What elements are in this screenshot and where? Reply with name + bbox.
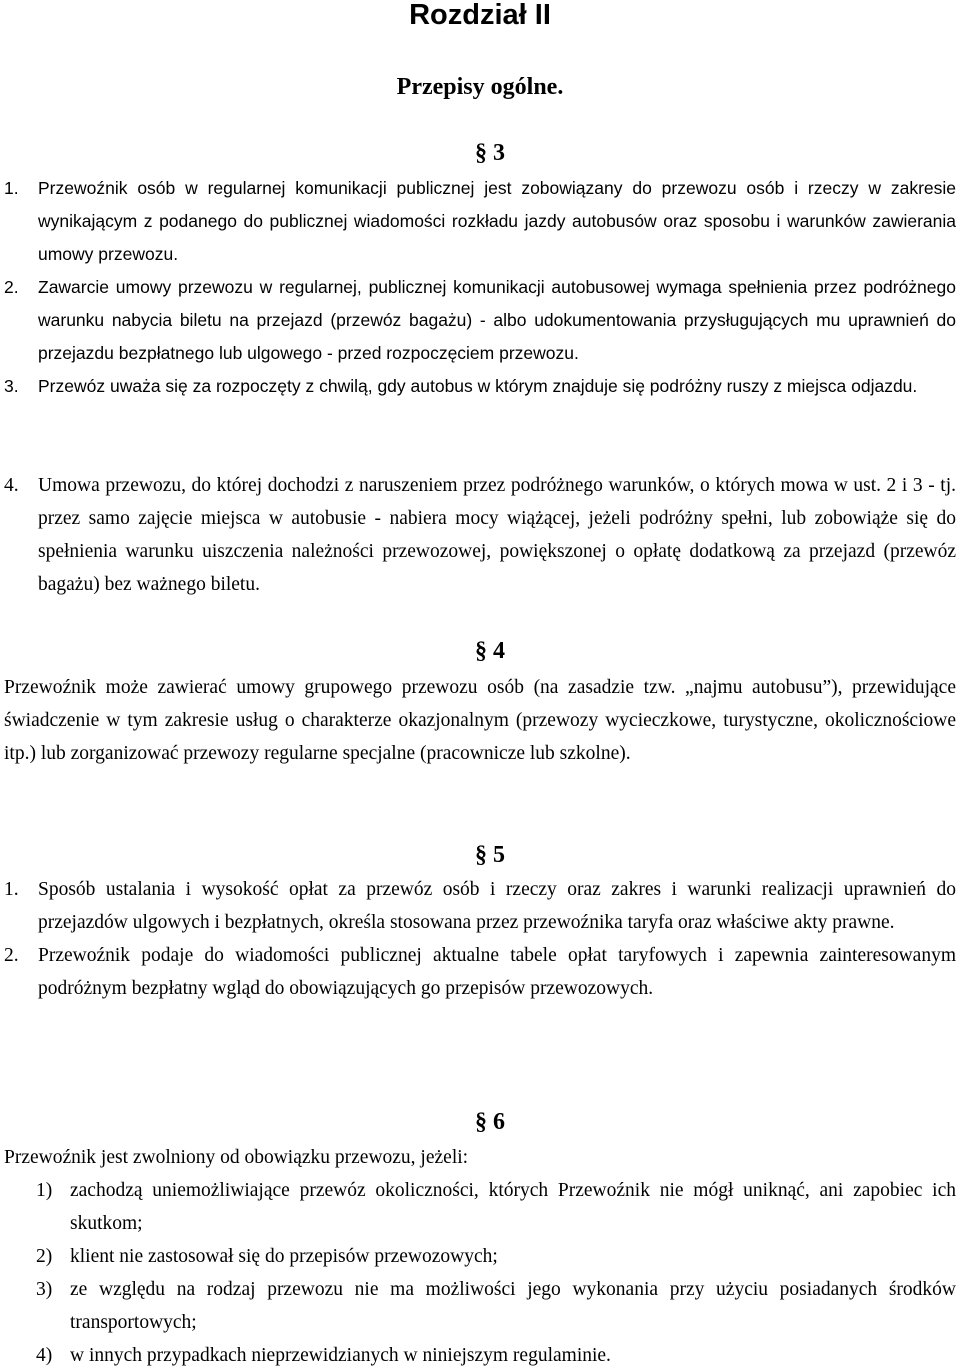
item-text: Przewoźnik podaje do wiadomości publicznej aktualne tabele opłat taryfowych i zapewnia zainteresowanym podróżnym bezpłatny wgląd do obowiązujących go przepisów przewozowych. — [38, 945, 956, 999]
paragraph-6-item-4 — [4, 1339, 956, 1372]
paragraph-6-body — [4, 1141, 956, 1372]
item-number: 1. — [4, 879, 19, 900]
paragraph-4-body: Przewoźnik może zawierać umowy grupowego przewozu osób (na zasadzie tzw. „najmu autobusu”), przewidujące świadczenie w tym zakresie usług o charakterze okazjonalnym (przewozy wycieczkowe, turystyczne, okolicznościowe itp.) lub zorganizować przewozy regularne specjalne (pracownicze lub szkolne). — [4, 677, 956, 764]
item-number: 1) — [36, 1180, 53, 1201]
item-number: 3. — [4, 376, 19, 396]
item-text: Przewoźnik osób w regularnej komunikacji publicznej jest zobowiązany do przewozu osób i rzeczy w zakresie wynikającym z podanego do publicznej wiadomości rozkładu jazdy autobusów oraz sposobu i warunków zawierania umowy przewozu. — [38, 178, 956, 264]
item-number: 4. — [4, 475, 19, 496]
item-number: 2. — [4, 945, 19, 966]
item-text: Przewóz uważa się za rozpoczęty z chwilą, gdy autobus w którym znajduje się podróżny ruszy z miejsca odjazdu. — [38, 376, 918, 396]
item-text: Sposób ustalania i wysokość opłat za przewóz osób i rzeczy oraz zakres i warunki realizacji uprawnień do przejazdów ulgowych i bezpłatnych, określa stosowana przez przewoźnika taryfa oraz właściwe akty prawne. — [38, 879, 956, 933]
paragraph-5-body — [4, 873, 956, 1005]
item-number: 3) — [36, 1279, 53, 1300]
item-text: Zawarcie umowy przewozu w regularnej, publicznej komunikacji autobusowej wymaga spełnienia przez podróżnego warunku nabycia biletu na przejazd (przewóz bagażu) - albo udokumentowania przysługujących mu uprawnień do przejazdu bezpłatnego lub ulgowego - przed rozpoczęciem przewozu. — [38, 277, 956, 363]
paragraph-5-item-1 — [4, 873, 956, 939]
item-number: 2) — [36, 1246, 53, 1267]
paragraph-6-item-3 — [4, 1273, 956, 1339]
paragraph-3-heading: § 3 — [475, 140, 505, 166]
paragraph-3-item-3 — [4, 370, 956, 403]
paragraph-3-item-1 — [4, 172, 956, 271]
paragraph-3-item-4 — [4, 469, 956, 601]
paragraph-5-item-2 — [4, 939, 956, 1005]
item-text: ze względu na rodzaj przewozu nie ma możliwości jego wykonania przy użyciu posiadanych środków transportowych; — [70, 1279, 956, 1333]
item-text: klient nie zastosował się do przepisów przewozowych; — [70, 1246, 498, 1267]
item-text: w innych przypadkach nieprzewidzianych w niniejszym regulaminie. — [70, 1345, 611, 1366]
paragraph-3-body — [4, 172, 956, 403]
paragraph-4-heading: § 4 — [475, 638, 505, 664]
item-text: zachodzą uniemożliwiające przewóz okoliczności, których Przewoźnik nie mógł uniknąć, ani zapobiec ich skutkom; — [70, 1180, 956, 1234]
paragraph-5-heading: § 5 — [475, 842, 505, 868]
item-number: 4) — [36, 1345, 53, 1366]
section-title: Przepisy ogólne. — [396, 74, 564, 100]
item-number: 2. — [4, 277, 19, 297]
paragraph-6-item-2 — [4, 1240, 956, 1273]
item-text: Umowa przewozu, do której dochodzi z naruszeniem przez podróżnego warunków, o których mowa w ust. 2 i 3 - tj. przez samo zajęcie miejsca w autobusie - nabiera mocy wiążącej, jeżeli podróżny spełni, lub zobowiąże się do spełnienia warunku uiszczenia należności przewozowej, powiększonej o opłatę dodatkową za przejazd (przewóz bagażu) bez ważnego biletu. — [38, 475, 956, 595]
paragraph-3-item-2 — [4, 271, 956, 370]
item-number: 1. — [4, 178, 19, 198]
paragraph-6-intro: Przewoźnik jest zwolniony od obowiązku przewozu, jeżeli: — [4, 1147, 469, 1168]
paragraph-3-body-continued — [4, 469, 956, 601]
paragraph-6-item-1 — [4, 1174, 956, 1240]
chapter-title: Rozdział II — [409, 0, 551, 31]
paragraph-6-heading: § 6 — [475, 1109, 505, 1135]
